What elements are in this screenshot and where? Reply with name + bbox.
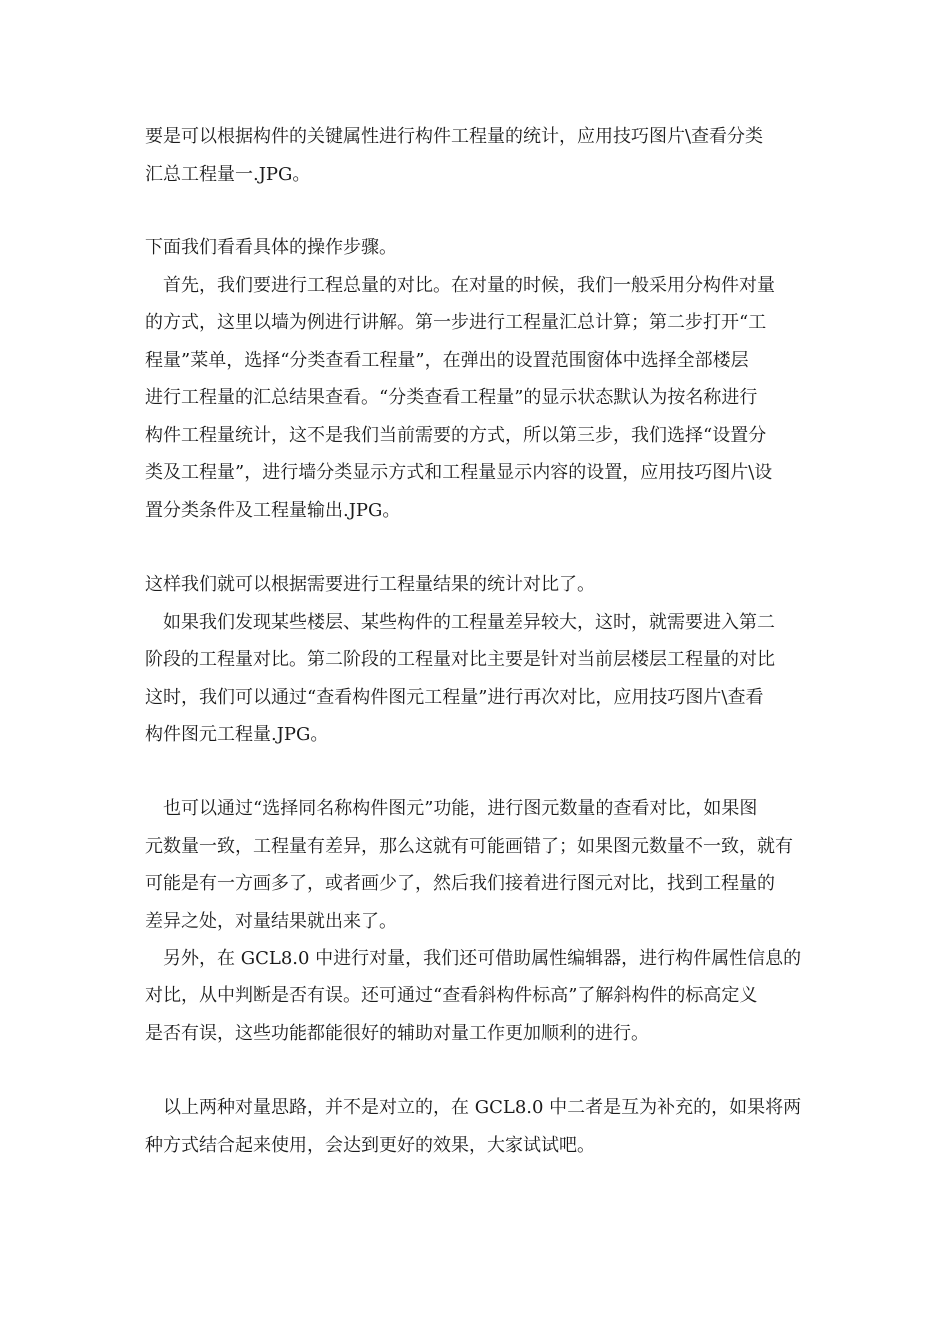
- paragraph-line: 这样我们就可以根据需要进行工程量结果的统计对比了。: [145, 574, 595, 595]
- paragraph-line: 这时，我们可以通过“查看构件图元工程量”进行再次对比，应用技巧图片\查看: [145, 687, 764, 708]
- paragraph-line: 类及工程量”，进行墙分类显示方式和工程量显示内容的设置，应用技巧图片\设: [145, 462, 773, 483]
- paragraph-line: 种方式结合起来使用，会达到更好的效果，大家试试吧。: [145, 1135, 595, 1156]
- paragraph-line: 可能是有一方画多了，或者画少了，然后我们接着进行图元对比，找到工程量的: [145, 873, 775, 894]
- paragraph-line: 如果我们发现某些楼层、某些构件的工程量差异较大，这时，就需要进入第二: [145, 612, 775, 633]
- paragraph-line: 置分类条件及工程量输出.JPG。: [145, 500, 401, 521]
- paragraph-line: 以上两种对量思路，并不是对立的，在 GCL8.0 中二者是互为补充的，如果将两: [145, 1097, 802, 1118]
- paragraph-line: 也可以通过“选择同名称构件图元”功能，进行图元数量的查看对比，如果图: [145, 798, 758, 819]
- paragraph-line: 差异之处，对量结果就出来了。: [145, 911, 397, 932]
- paragraph-line: 程量”菜单，选择“分类查看工程量”，在弹出的设置范围窗体中选择全部楼层: [145, 350, 749, 371]
- paragraph-line: 进行工程量的汇总结果查看。“分类查看工程量”的显示状态默认为按名称进行: [145, 387, 758, 408]
- paragraph-line: 是否有误，这些功能都能很好的辅助对量工作更加顺利的进行。: [145, 1023, 649, 1044]
- paragraph-line: 要是可以根据构件的关键属性进行构件工程量的统计，应用技巧图片\查看分类: [145, 126, 764, 147]
- paragraph-line: 汇总工程量一.JPG。: [145, 164, 311, 185]
- paragraph-line: 另外，在 GCL8.0 中进行对量，我们还可借助属性编辑器，进行构件属性信息的: [145, 948, 802, 969]
- paragraph-line: 对比，从中判断是否有误。还可通过“查看斜构件标高”了解斜构件的标高定义: [145, 985, 758, 1006]
- paragraph-line: 首先，我们要进行工程总量的对比。在对量的时候，我们一般采用分构件对量: [145, 275, 775, 296]
- paragraph-line: 阶段的工程量对比。第二阶段的工程量对比主要是针对当前层楼层工程量的对比: [145, 649, 775, 670]
- paragraph-line: 元数量一致，工程量有差异，那么这就有可能画错了；如果图元数量不一致，就有: [145, 836, 793, 857]
- paragraph-line: 的方式，这里以墙为例进行讲解。第一步进行工程量汇总计算；第二步打开“工: [145, 312, 767, 333]
- paragraph-line: 下面我们看看具体的操作步骤。: [145, 237, 397, 258]
- paragraph-line: 构件工程量统计，这不是我们当前需要的方式，所以第三步，我们选择“设置分: [145, 425, 767, 446]
- paragraph-line: 构件图元工程量.JPG。: [145, 724, 329, 745]
